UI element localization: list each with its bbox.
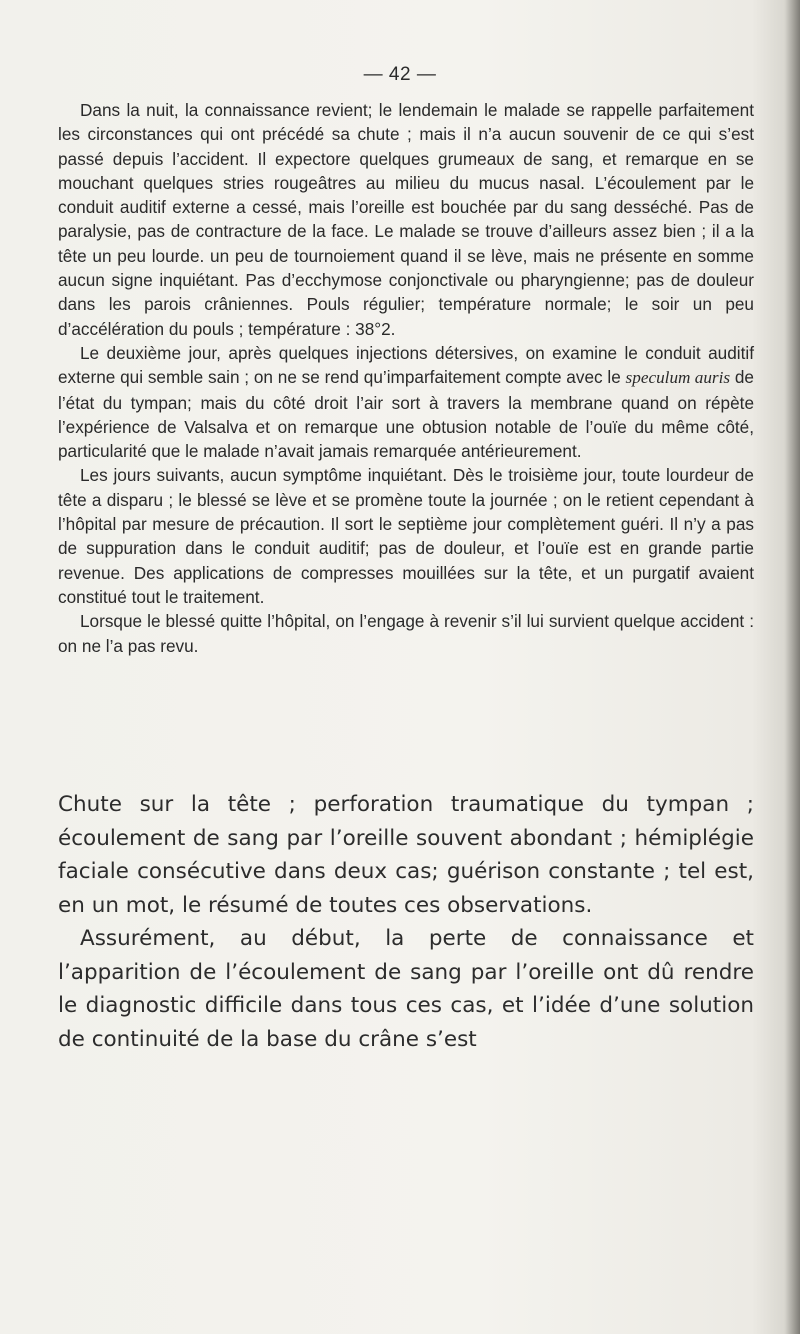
latin-term: speculum auris: [625, 368, 731, 388]
summary-paragraph-1: Chute sur la tête ; perforation traumatique du tympan ; écoulement de sang par l’oreille souvent abondant ; hémiplégie faciale consécutive dans deux cas; guérison constante ; tel est, en un mot, le résumé de toutes ces observations.: [58, 792, 754, 918]
observation-text: [58, 98, 754, 658]
paragraph-2: Le deuxième jour, après quelques injections détersives, on examine le conduit auditif externe qui semble sain ; on ne se rend qu’imparfaitement compte avec le speculum auris de l’état du tympan; mais du côté droit l’air sort à travers la membrane quand on répète l’expérience de Valsalva et on remarque une obtusion notable de l’ouïe du même côté, particularité que le malade n’avait jamais remarquée antérieurement.: [58, 342, 754, 462]
paragraph-4: Lorsque le blessé quitte l’hôpital, on l’engage à revenir s’il lui survient quelque accident : on ne l’a pas revu.: [58, 611, 754, 656]
page-number: — 42 —: [363, 64, 437, 85]
page-edge-shadow: [786, 0, 800, 1334]
paragraph-1: Dans la nuit, la connaissance revient; le lendemain le malade se rappelle parfaitement les circonstances qui ont précédé sa chute ; mais il n’a aucun souvenir de ce qui s’est passé depuis l’accident. Il expectore quelques grumeaux de sang, et remarque en se mouchant quelques stries rougeâtres au milieu du mucus nasal. L’écoulement par le conduit auditif externe a cessé, mais l’oreille est bouchée par du sang desséché. Pas de paralysie, pas de contracture de la face. Le malade se trouve d’ailleurs assez bien ; il a la tête un peu lourde. un peu de tournoiement quand il se lève, mais ne présente en somme aucun signe inquiétant. Pas d’ecchymose conjonctivale ou pharyngienne; pas de douleur dans les parois crâniennes. Pouls régulier; température normale; le soir un peu d’accélération du pouls ; température : 38°2.: [58, 100, 754, 339]
paragraph-3: Les jours suivants, aucun symptôme inquiétant. Dès le troisième jour, toute lourdeur de tête a disparu ; le blessé se lève et se promène toute la journée ; on le retient cependant à l’hôpital par mesure de précaution. Il sort le septième jour complètement guéri. Il n’y a pas de suppuration dans le conduit auditif; pas de douleur, et l’ouïe est en grande partie revenue. Des applications de compresses mouillées sur la tête, et un purgatif avaient constitué tout le traitement.: [58, 465, 754, 607]
summary-text: [58, 788, 754, 1056]
summary-paragraph-2: Assurément, au début, la perte de connaissance et l’apparition de l’écoulement de sang par l’oreille ont dû rendre le diagnostic difficile dans tous ces cas, et l’idée d’une solution de continuité de la base du crâne s’est: [58, 926, 754, 1052]
